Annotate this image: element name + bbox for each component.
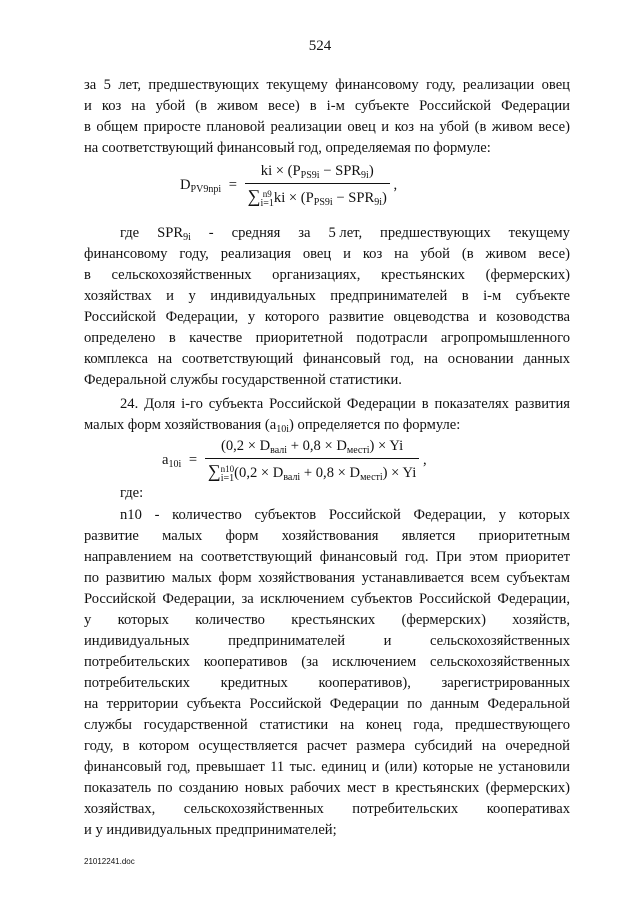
text-line: у которых количество крестьянских (фермерских) хозяйств, xyxy=(84,612,570,628)
text-line: по развитию малых форм хозяйствования устанавливается всем субъектам xyxy=(84,570,570,586)
text-line: развитие малых форм хозяйствования является приоритетным xyxy=(84,528,570,544)
text-line: определено в качестве приоритетной подотрасли агропромышленного xyxy=(84,330,570,346)
formula-lhs: $D_{PV9npi}$ xyxy=(180,176,222,195)
text-line: индивидуальных предпринимателей и сельскохозяйственных xyxy=(84,633,570,649)
text-line: и коз на убой (в живом весе) в i-м субъекте Российской Федерации xyxy=(84,98,570,114)
equals-sign: = xyxy=(228,177,237,193)
text-line: показатель по созданию новых рабочих мест в крестьянских (фермерских) xyxy=(84,780,570,796)
text-line: n10 - количество субъектов Российской Федерации, у которых xyxy=(120,507,570,523)
text-line: на территории субъекта Российской Федерации по данным Федеральной xyxy=(84,696,570,712)
formula-fraction xyxy=(205,438,420,483)
text-line: и у индивидуальных предпринимателей; xyxy=(84,822,337,838)
text-line: Российской Федерации, у которого развитие овцеводства и козоводства xyxy=(84,309,570,325)
formula-fraction xyxy=(245,163,390,208)
formula-lhs: $a_{10i}$ xyxy=(162,451,182,470)
text-line: Российской Федерации, за исключением субъектов Российской Федерации, xyxy=(84,591,570,607)
equals-sign: = xyxy=(188,452,198,468)
formula-comma: , xyxy=(422,452,427,468)
page-number: 524 xyxy=(308,38,332,54)
text-line: финансовому году, реализация овец и коз на убой (в живом весе) xyxy=(84,246,570,262)
text-line: службы государственной статистики на конец года, предшествующего xyxy=(84,717,570,733)
text-line: потребительских кооперативов (за исключением сельскохозяйственных xyxy=(84,654,570,670)
text-line: направлением на соответствующий финансовый год. При этом приоритет xyxy=(84,549,570,565)
text-line: году, в котором осуществляется расчет размера субсидий на очередной xyxy=(84,738,570,754)
text-line: где $SPR_{9i}$ - средняя за 5 лет, предшествующих текущему xyxy=(120,225,570,243)
formula-comma: , xyxy=(393,177,398,193)
text-line: малых форм хозяйствования $(a_{10i})$ определяется по формуле: xyxy=(84,417,461,435)
text-line: финансовый год, превышает 11 тыс. единиц и (или) которые не установили xyxy=(84,759,570,775)
formula-denominator: ∑ n10 i=1 $(0,2 \times D_{валi} + 0,8 \times D_{местi}) \times Yi$ xyxy=(207,461,417,484)
text-line: комплекса на соответствующий финансовый год, на основании данных xyxy=(84,351,570,367)
formula-numerator: ki × $(P_{PS9i} - SPR_{9i})$ xyxy=(245,163,390,184)
formula-numerator: $(0,2 \times D_{валi} + 0,8 \times D_{местi}) \times Yi$ xyxy=(205,438,420,459)
text-line: потребительских кредитных кооперативов), зарегистрированных xyxy=(84,675,570,691)
text-line: в общем приросте плановой реализации овец и коз на убой (в живом весе) xyxy=(84,119,570,135)
formula-d-pv9 xyxy=(180,163,397,208)
text-line: на соответствующий финансовый год, определяемая по формуле: xyxy=(84,140,491,156)
formula-denominator: ∑ n9 i=1 ki × $(P_{PS9i} - SPR_{9i})$ xyxy=(247,186,387,209)
text-line: Федеральной службы государственной статистики. xyxy=(84,372,402,388)
text-line: хозяйствах и у индивидуальных предпринимателей в i-м субъекте xyxy=(84,288,570,304)
text-line: хозяйствах, сельскохозяйственных потребительских кооперативах xyxy=(84,801,570,817)
text-line: где: xyxy=(120,485,144,501)
file-footer: 21012241.doc xyxy=(84,857,135,866)
formula-a10i xyxy=(162,438,427,483)
text-line: 24. Доля i-го субъекта Российской Федерации в показателях развития xyxy=(120,396,570,412)
text-line: в сельскохозяйственных организациях, крестьянских (фермерских) xyxy=(84,267,570,283)
text-line: за 5 лет, предшествующих текущему финансовому году, реализации овец xyxy=(84,77,570,93)
